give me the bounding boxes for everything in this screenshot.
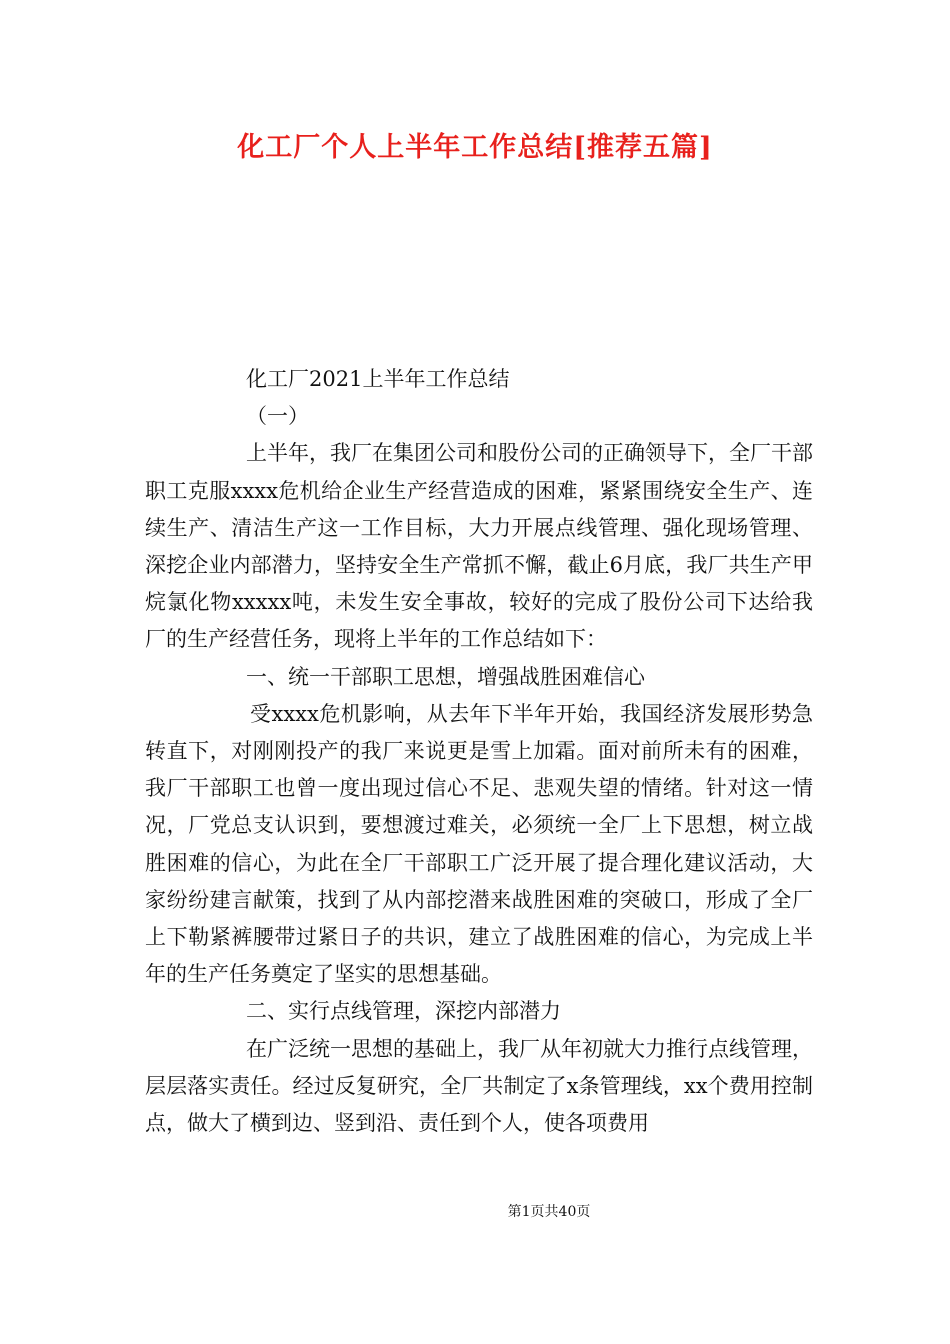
- document-title: 化工厂个人上半年工作总结[推荐五篇]: [237, 132, 713, 163]
- paragraph-section-2: 在广泛统一思想的基础上，我厂从年初就大力推行点线管理，层层落实责任。经过反复研究，全厂共制定了x条管理线，xx个费用控制点，做大了横到边、竖到沿、责任到个人，使各项费用: [145, 1036, 813, 1136]
- document-body: [145, 361, 813, 1142]
- paragraph-intro: 上半年，我厂在集团公司和股份公司的正确领导下，全厂干部职工克服xxxx危机给企业生产经营造成的困难，紧紧围绕安全生产、连续生产、清洁生产这一工作目标，大力开展点线管理、强化现场管理、深挖企业内部潜力，坚持安全生产常抓不懈，截止6月底，我厂共生产甲烷氯化物xxxxx吨，未发生安全事故，较好的完成了股份公司下达给我厂的生产经营任务，现将上半年的工作总结如下：: [145, 441, 813, 652]
- section-subtitle: 化工厂2021上半年工作总结: [246, 367, 510, 391]
- section-heading-2: 二、实行点线管理，深挖内部潜力: [246, 999, 561, 1024]
- section-heading-1: 一、统一干部职工思想，增强战胜困难信心: [246, 664, 645, 689]
- part-label: （一）: [246, 404, 309, 429]
- page-number-footer: 第1页共40页: [507, 1204, 591, 1220]
- paragraph-section-1: 受xxxx危机影响，从去年下半年开始，我国经济发展形势急转直下，对刚刚投产的我厂来说更是雪上加霜。面对前所未有的困难，我厂干部职工也曾一度出现过信心不足、悲观失望的情绪。针对这一情况，厂党总支认识到，要想渡过难关，必须统一全厂上下思想，树立战胜困难的信心，为此在全厂干部职工广泛开展了提合理化建议活动，大家纷纷建言献策，找到了从内部挖潜来战胜困难的突破口，形成了全厂上下勒紧裤腰带过紧日子的共识，建立了战胜困难的信心，为完成上半年的生产任务奠定了坚实的思想基础。: [145, 701, 813, 987]
